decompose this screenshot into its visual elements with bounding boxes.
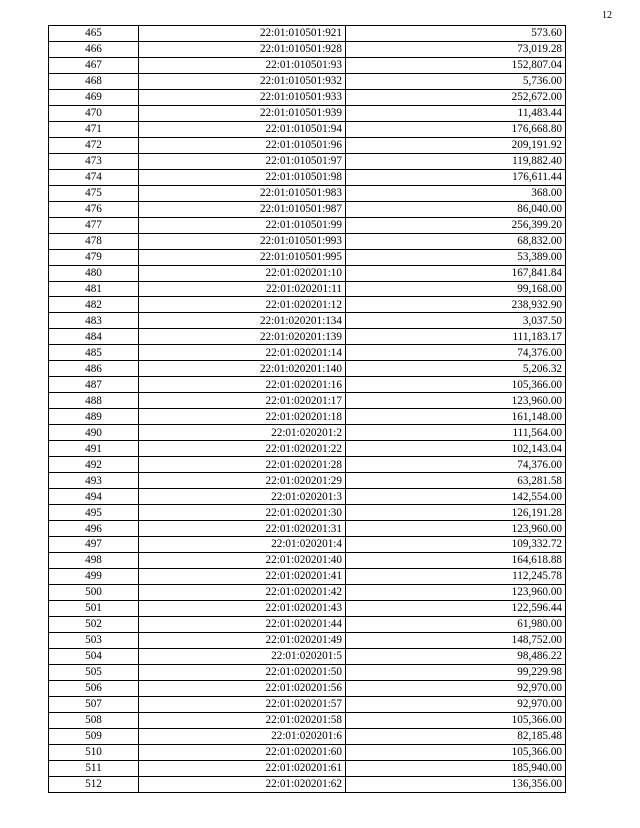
table-row bbox=[49, 201, 566, 217]
value-cell: 3,037.50 bbox=[346, 313, 566, 329]
value-cell: 53,389.00 bbox=[346, 249, 566, 265]
row-number-cell: 477 bbox=[49, 217, 139, 233]
cadastral-number-cell: 22:01:020201:62 bbox=[139, 776, 346, 792]
value-cell: 111,564.00 bbox=[346, 425, 566, 441]
cadastral-number-cell: 22:01:020201:22 bbox=[139, 441, 346, 457]
table-body bbox=[49, 26, 566, 793]
table-row bbox=[49, 377, 566, 393]
table-row bbox=[49, 297, 566, 313]
table-row bbox=[49, 664, 566, 680]
cadastral-number-cell: 22:01:020201:56 bbox=[139, 680, 346, 696]
row-number-cell: 478 bbox=[49, 233, 139, 249]
value-cell: 5,206.32 bbox=[346, 361, 566, 377]
cadastral-number-cell: 22:01:020201:49 bbox=[139, 632, 346, 648]
table-row bbox=[49, 265, 566, 281]
table-row bbox=[49, 425, 566, 441]
table-row bbox=[49, 568, 566, 584]
value-cell: 74,376.00 bbox=[346, 345, 566, 361]
cadastral-number-cell: 22:01:010501:96 bbox=[139, 137, 346, 153]
row-number-cell: 484 bbox=[49, 329, 139, 345]
value-cell: 112,245.78 bbox=[346, 568, 566, 584]
value-cell: 73,019.28 bbox=[346, 41, 566, 57]
table-row bbox=[49, 489, 566, 505]
value-cell: 176,668.80 bbox=[346, 121, 566, 137]
table-row bbox=[49, 457, 566, 473]
cadastral-number-cell: 22:01:010501:928 bbox=[139, 41, 346, 57]
table-row bbox=[49, 329, 566, 345]
value-cell: 209,191.92 bbox=[346, 137, 566, 153]
cadastral-number-cell: 22:01:010501:993 bbox=[139, 233, 346, 249]
page-number: 12 bbox=[602, 10, 612, 21]
row-number-cell: 472 bbox=[49, 137, 139, 153]
cadastral-number-cell: 22:01:020201:28 bbox=[139, 457, 346, 473]
cadastral-number-cell: 22:01:020201:60 bbox=[139, 744, 346, 760]
cadastral-number-cell: 22:01:020201:41 bbox=[139, 568, 346, 584]
value-cell: 122,596.44 bbox=[346, 600, 566, 616]
cadastral-number-cell: 22:01:020201:4 bbox=[139, 537, 346, 553]
cadastral-number-cell: 22:01:020201:44 bbox=[139, 616, 346, 632]
cadastral-number-cell: 22:01:020201:40 bbox=[139, 552, 346, 568]
cadastral-number-cell: 22:01:020201:17 bbox=[139, 393, 346, 409]
value-cell: 185,940.00 bbox=[346, 760, 566, 776]
row-number-cell: 489 bbox=[49, 409, 139, 425]
table-row bbox=[49, 41, 566, 57]
row-number-cell: 498 bbox=[49, 552, 139, 568]
table-row bbox=[49, 632, 566, 648]
row-number-cell: 465 bbox=[49, 26, 139, 42]
cadastral-number-cell: 22:01:020201:5 bbox=[139, 648, 346, 664]
table-row bbox=[49, 57, 566, 73]
cadastral-number-cell: 22:01:020201:140 bbox=[139, 361, 346, 377]
row-number-cell: 470 bbox=[49, 105, 139, 121]
cadastral-number-cell: 22:01:010501:983 bbox=[139, 185, 346, 201]
table-row bbox=[49, 712, 566, 728]
row-number-cell: 488 bbox=[49, 393, 139, 409]
value-cell: 126,191.28 bbox=[346, 505, 566, 521]
row-number-cell: 483 bbox=[49, 313, 139, 329]
table-row bbox=[49, 361, 566, 377]
row-number-cell: 475 bbox=[49, 185, 139, 201]
table-row bbox=[49, 760, 566, 776]
value-cell: 61,980.00 bbox=[346, 616, 566, 632]
value-cell: 74,376.00 bbox=[346, 457, 566, 473]
row-number-cell: 482 bbox=[49, 297, 139, 313]
row-number-cell: 496 bbox=[49, 521, 139, 537]
table-row bbox=[49, 473, 566, 489]
cadastral-number-cell: 22:01:020201:43 bbox=[139, 600, 346, 616]
cadastral-number-cell: 22:01:020201:134 bbox=[139, 313, 346, 329]
row-number-cell: 512 bbox=[49, 776, 139, 792]
value-cell: 123,960.00 bbox=[346, 584, 566, 600]
row-number-cell: 501 bbox=[49, 600, 139, 616]
value-cell: 123,960.00 bbox=[346, 393, 566, 409]
cadastral-number-cell: 22:01:010501:987 bbox=[139, 201, 346, 217]
table-row bbox=[49, 521, 566, 537]
row-number-cell: 469 bbox=[49, 89, 139, 105]
row-number-cell: 504 bbox=[49, 648, 139, 664]
cadastral-number-cell: 22:01:020201:57 bbox=[139, 696, 346, 712]
cadastral-number-cell: 22:01:020201:42 bbox=[139, 584, 346, 600]
value-cell: 164,618.88 bbox=[346, 552, 566, 568]
value-cell: 109,332.72 bbox=[346, 537, 566, 553]
table-row bbox=[49, 345, 566, 361]
row-number-cell: 480 bbox=[49, 265, 139, 281]
row-number-cell: 495 bbox=[49, 505, 139, 521]
value-cell: 252,672.00 bbox=[346, 89, 566, 105]
value-cell: 123,960.00 bbox=[346, 521, 566, 537]
table-row bbox=[49, 121, 566, 137]
cadastral-number-cell: 22:01:020201:50 bbox=[139, 664, 346, 680]
value-cell: 102,143.04 bbox=[346, 441, 566, 457]
cadastral-number-cell: 22:01:020201:29 bbox=[139, 473, 346, 489]
row-number-cell: 487 bbox=[49, 377, 139, 393]
table-row bbox=[49, 584, 566, 600]
row-number-cell: 507 bbox=[49, 696, 139, 712]
cadastral-number-cell: 22:01:020201:3 bbox=[139, 489, 346, 505]
row-number-cell: 494 bbox=[49, 489, 139, 505]
row-number-cell: 490 bbox=[49, 425, 139, 441]
value-cell: 152,807.04 bbox=[346, 57, 566, 73]
cadastral-number-cell: 22:01:020201:2 bbox=[139, 425, 346, 441]
cadastral-number-cell: 22:01:010501:93 bbox=[139, 57, 346, 73]
value-cell: 167,841.84 bbox=[346, 265, 566, 281]
row-number-cell: 471 bbox=[49, 121, 139, 137]
cadastral-number-cell: 22:01:020201:12 bbox=[139, 297, 346, 313]
row-number-cell: 491 bbox=[49, 441, 139, 457]
value-cell: 105,366.00 bbox=[346, 712, 566, 728]
value-cell: 148,752.00 bbox=[346, 632, 566, 648]
table-row bbox=[49, 153, 566, 169]
table-row bbox=[49, 552, 566, 568]
value-cell: 105,366.00 bbox=[346, 744, 566, 760]
row-number-cell: 492 bbox=[49, 457, 139, 473]
cadastral-number-cell: 22:01:020201:14 bbox=[139, 345, 346, 361]
value-cell: 136,356.00 bbox=[346, 776, 566, 792]
table-row bbox=[49, 393, 566, 409]
table-row bbox=[49, 441, 566, 457]
row-number-cell: 486 bbox=[49, 361, 139, 377]
table-row bbox=[49, 185, 566, 201]
cadastral-number-cell: 22:01:010501:939 bbox=[139, 105, 346, 121]
value-cell: 99,168.00 bbox=[346, 281, 566, 297]
table-row bbox=[49, 600, 566, 616]
table-row bbox=[49, 73, 566, 89]
row-number-cell: 502 bbox=[49, 616, 139, 632]
value-cell: 63,281.58 bbox=[346, 473, 566, 489]
row-number-cell: 479 bbox=[49, 249, 139, 265]
row-number-cell: 500 bbox=[49, 584, 139, 600]
value-cell: 11,483.44 bbox=[346, 105, 566, 121]
value-cell: 256,399.20 bbox=[346, 217, 566, 233]
table-row bbox=[49, 696, 566, 712]
row-number-cell: 476 bbox=[49, 201, 139, 217]
row-number-cell: 485 bbox=[49, 345, 139, 361]
table-row bbox=[49, 537, 566, 553]
cadastral-number-cell: 22:01:010501:921 bbox=[139, 26, 346, 42]
cadastral-number-cell: 22:01:010501:933 bbox=[139, 89, 346, 105]
cadastral-number-cell: 22:01:020201:58 bbox=[139, 712, 346, 728]
value-cell: 119,882.40 bbox=[346, 153, 566, 169]
cadastral-number-cell: 22:01:020201:30 bbox=[139, 505, 346, 521]
cadastral-number-cell: 22:01:020201:11 bbox=[139, 281, 346, 297]
cadastral-number-cell: 22:01:010501:99 bbox=[139, 217, 346, 233]
table-row bbox=[49, 105, 566, 121]
row-number-cell: 508 bbox=[49, 712, 139, 728]
row-number-cell: 505 bbox=[49, 664, 139, 680]
table-row bbox=[49, 137, 566, 153]
row-number-cell: 481 bbox=[49, 281, 139, 297]
value-cell: 99,229.98 bbox=[346, 664, 566, 680]
table-row bbox=[49, 26, 566, 42]
row-number-cell: 468 bbox=[49, 73, 139, 89]
value-cell: 161,148.00 bbox=[346, 409, 566, 425]
cadastral-number-cell: 22:01:020201:10 bbox=[139, 265, 346, 281]
row-number-cell: 493 bbox=[49, 473, 139, 489]
table-row bbox=[49, 744, 566, 760]
table-row bbox=[49, 249, 566, 265]
value-cell: 5,736.00 bbox=[346, 73, 566, 89]
cadastral-value-table bbox=[48, 25, 566, 793]
table-row bbox=[49, 217, 566, 233]
cadastral-number-cell: 22:01:010501:94 bbox=[139, 121, 346, 137]
row-number-cell: 467 bbox=[49, 57, 139, 73]
row-number-cell: 473 bbox=[49, 153, 139, 169]
value-cell: 82,185.48 bbox=[346, 728, 566, 744]
row-number-cell: 497 bbox=[49, 537, 139, 553]
table-row bbox=[49, 728, 566, 744]
row-number-cell: 466 bbox=[49, 41, 139, 57]
value-cell: 111,183.17 bbox=[346, 329, 566, 345]
table-row bbox=[49, 680, 566, 696]
cadastral-number-cell: 22:01:020201:6 bbox=[139, 728, 346, 744]
row-number-cell: 510 bbox=[49, 744, 139, 760]
value-cell: 98,486.22 bbox=[346, 648, 566, 664]
cadastral-number-cell: 22:01:020201:61 bbox=[139, 760, 346, 776]
value-cell: 92,970.00 bbox=[346, 696, 566, 712]
value-cell: 573.60 bbox=[346, 26, 566, 42]
row-number-cell: 499 bbox=[49, 568, 139, 584]
cadastral-number-cell: 22:01:010501:97 bbox=[139, 153, 346, 169]
row-number-cell: 509 bbox=[49, 728, 139, 744]
row-number-cell: 506 bbox=[49, 680, 139, 696]
value-cell: 86,040.00 bbox=[346, 201, 566, 217]
row-number-cell: 511 bbox=[49, 760, 139, 776]
table-row bbox=[49, 169, 566, 185]
table-row bbox=[49, 89, 566, 105]
row-number-cell: 474 bbox=[49, 169, 139, 185]
table-row bbox=[49, 313, 566, 329]
value-cell: 176,611.44 bbox=[346, 169, 566, 185]
value-cell: 368.00 bbox=[346, 185, 566, 201]
value-cell: 68,832.00 bbox=[346, 233, 566, 249]
value-cell: 105,366.00 bbox=[346, 377, 566, 393]
cadastral-number-cell: 22:01:020201:31 bbox=[139, 521, 346, 537]
table-row bbox=[49, 281, 566, 297]
table-row bbox=[49, 233, 566, 249]
value-cell: 92,970.00 bbox=[346, 680, 566, 696]
cadastral-number-cell: 22:01:020201:16 bbox=[139, 377, 346, 393]
cadastral-number-cell: 22:01:010501:98 bbox=[139, 169, 346, 185]
table-row bbox=[49, 776, 566, 792]
table-row bbox=[49, 616, 566, 632]
cadastral-number-cell: 22:01:020201:139 bbox=[139, 329, 346, 345]
cadastral-number-cell: 22:01:010501:932 bbox=[139, 73, 346, 89]
table-row bbox=[49, 409, 566, 425]
table-row bbox=[49, 648, 566, 664]
table-row bbox=[49, 505, 566, 521]
value-cell: 238,932.90 bbox=[346, 297, 566, 313]
cadastral-number-cell: 22:01:020201:18 bbox=[139, 409, 346, 425]
row-number-cell: 503 bbox=[49, 632, 139, 648]
value-cell: 142,554.00 bbox=[346, 489, 566, 505]
cadastral-number-cell: 22:01:010501:995 bbox=[139, 249, 346, 265]
